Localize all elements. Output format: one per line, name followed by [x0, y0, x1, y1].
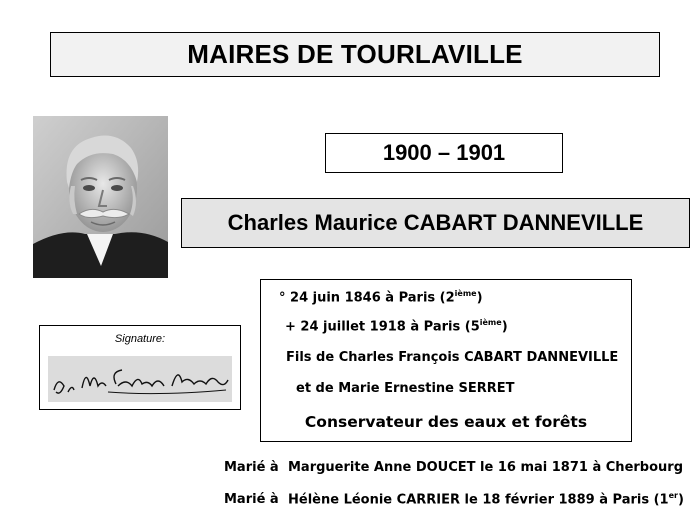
- birth-line: ° 24 juin 1846 à Paris (2ième): [279, 289, 483, 306]
- biography-box: [260, 279, 632, 442]
- marriage-label: Marié à: [224, 492, 279, 508]
- marriage-text: Marguerite Anne DOUCET le 16 mai 1871 à Cherbourg: [288, 460, 684, 475]
- marriage-text: Hélène Léonie CARRIER le 18 février 1889 à Paris (1: [288, 492, 669, 508]
- mayor-portrait: [33, 116, 168, 278]
- mother-line: et de Marie Ernestine SERRET: [296, 381, 515, 396]
- death-line: + 24 juillet 1918 à Paris (5ième): [285, 318, 508, 335]
- term-years: 1900 – 1901: [325, 133, 563, 173]
- page-title: MAIRES DE TOURLAVILLE: [50, 32, 660, 77]
- handwritten-signature: [48, 356, 232, 402]
- signature-box: [39, 325, 241, 410]
- mayor-name: Charles Maurice CABART DANNEVILLE: [181, 198, 690, 248]
- marriage-line-2: Marié à Hélène Léonie CARRIER le 18 février 1889 à Paris (1er): [224, 491, 684, 508]
- profession: Conservateur des eaux et forêts: [304, 413, 588, 431]
- marriage-line-1: [224, 460, 683, 475]
- portrait-photo: [33, 116, 168, 278]
- signature-image: [48, 356, 232, 402]
- signature-caption: Signature:: [114, 333, 166, 345]
- father-line: Fils de Charles François CABART DANNEVILLE: [286, 350, 619, 365]
- marriage-label: Marié à: [224, 460, 279, 475]
